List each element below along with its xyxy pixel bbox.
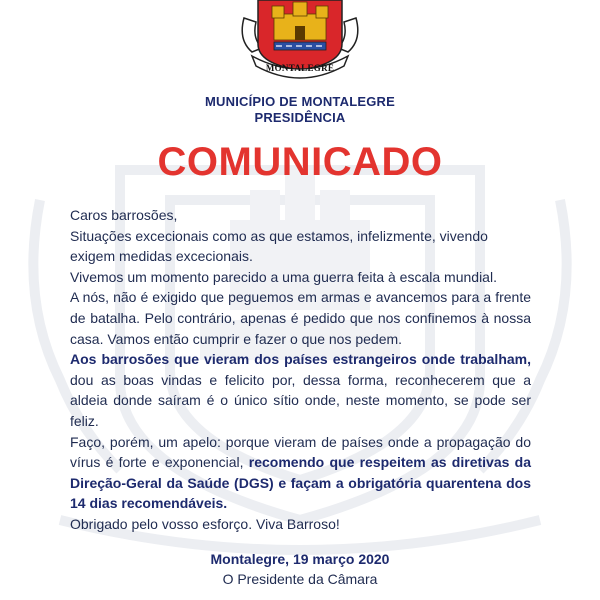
paragraph-4	[70, 349, 531, 431]
paragraph-6: Obrigado pelo vosso esforço. Viva Barroso!	[70, 515, 340, 532]
paragraph-4-bold: Aos barrosões que vieram dos países estrangeiros onde trabalham,	[70, 351, 531, 368]
org-department: PRESIDÊNCIA	[254, 110, 346, 125]
signature-place-date: Montalegre, 19 março 2020	[210, 551, 390, 567]
paragraph-4-rest: dou as boas vindas e felicito por, dessa forma, reconhecerem que a aldeia donde saíram é o único sítio onde, neste momento, se pode ser feliz.	[70, 371, 531, 429]
paragraph-5-start: Faço, porém, um apelo: porque vieram de países onde a propagação do vírus é forte e exponencial,	[70, 433, 531, 471]
crest-ribbon-text: MONTALEGRE	[265, 63, 335, 73]
org-name: MUNICÍPIO DE MONTALEGRE	[205, 94, 395, 109]
greeting: Caros barrosões,	[70, 207, 178, 223]
signature-block	[0, 549, 600, 589]
signature-role: O Presidente da Câmara	[222, 571, 378, 587]
paragraph-1: Situações excecionais como as que estamos, infelizmente, vivendo exigem medidas excecionais.	[70, 227, 488, 265]
paragraph-5-bold: recomendo que respeitem as diretivas da Direção-Geral da Saúde (DGS) e façam a obrigatória quarentena dos 14 dias recomendáveis.	[70, 454, 531, 512]
paragraph-2: Vivemos um momento parecido a uma guerra feita à escala mundial.	[70, 268, 497, 285]
communique-body	[70, 205, 531, 535]
document-title: COMUNICADO	[157, 140, 443, 184]
paragraph-5	[70, 432, 531, 514]
document-header	[0, 94, 600, 184]
paragraph-3: A nós, não é exigido que peguemos em armas e avancemos para a frente de batalha. Pelo contrário, apenas é pedido que nos confinemos à nossa casa. Vamos então cumprir e fazer o que nos pedem.	[70, 289, 531, 347]
